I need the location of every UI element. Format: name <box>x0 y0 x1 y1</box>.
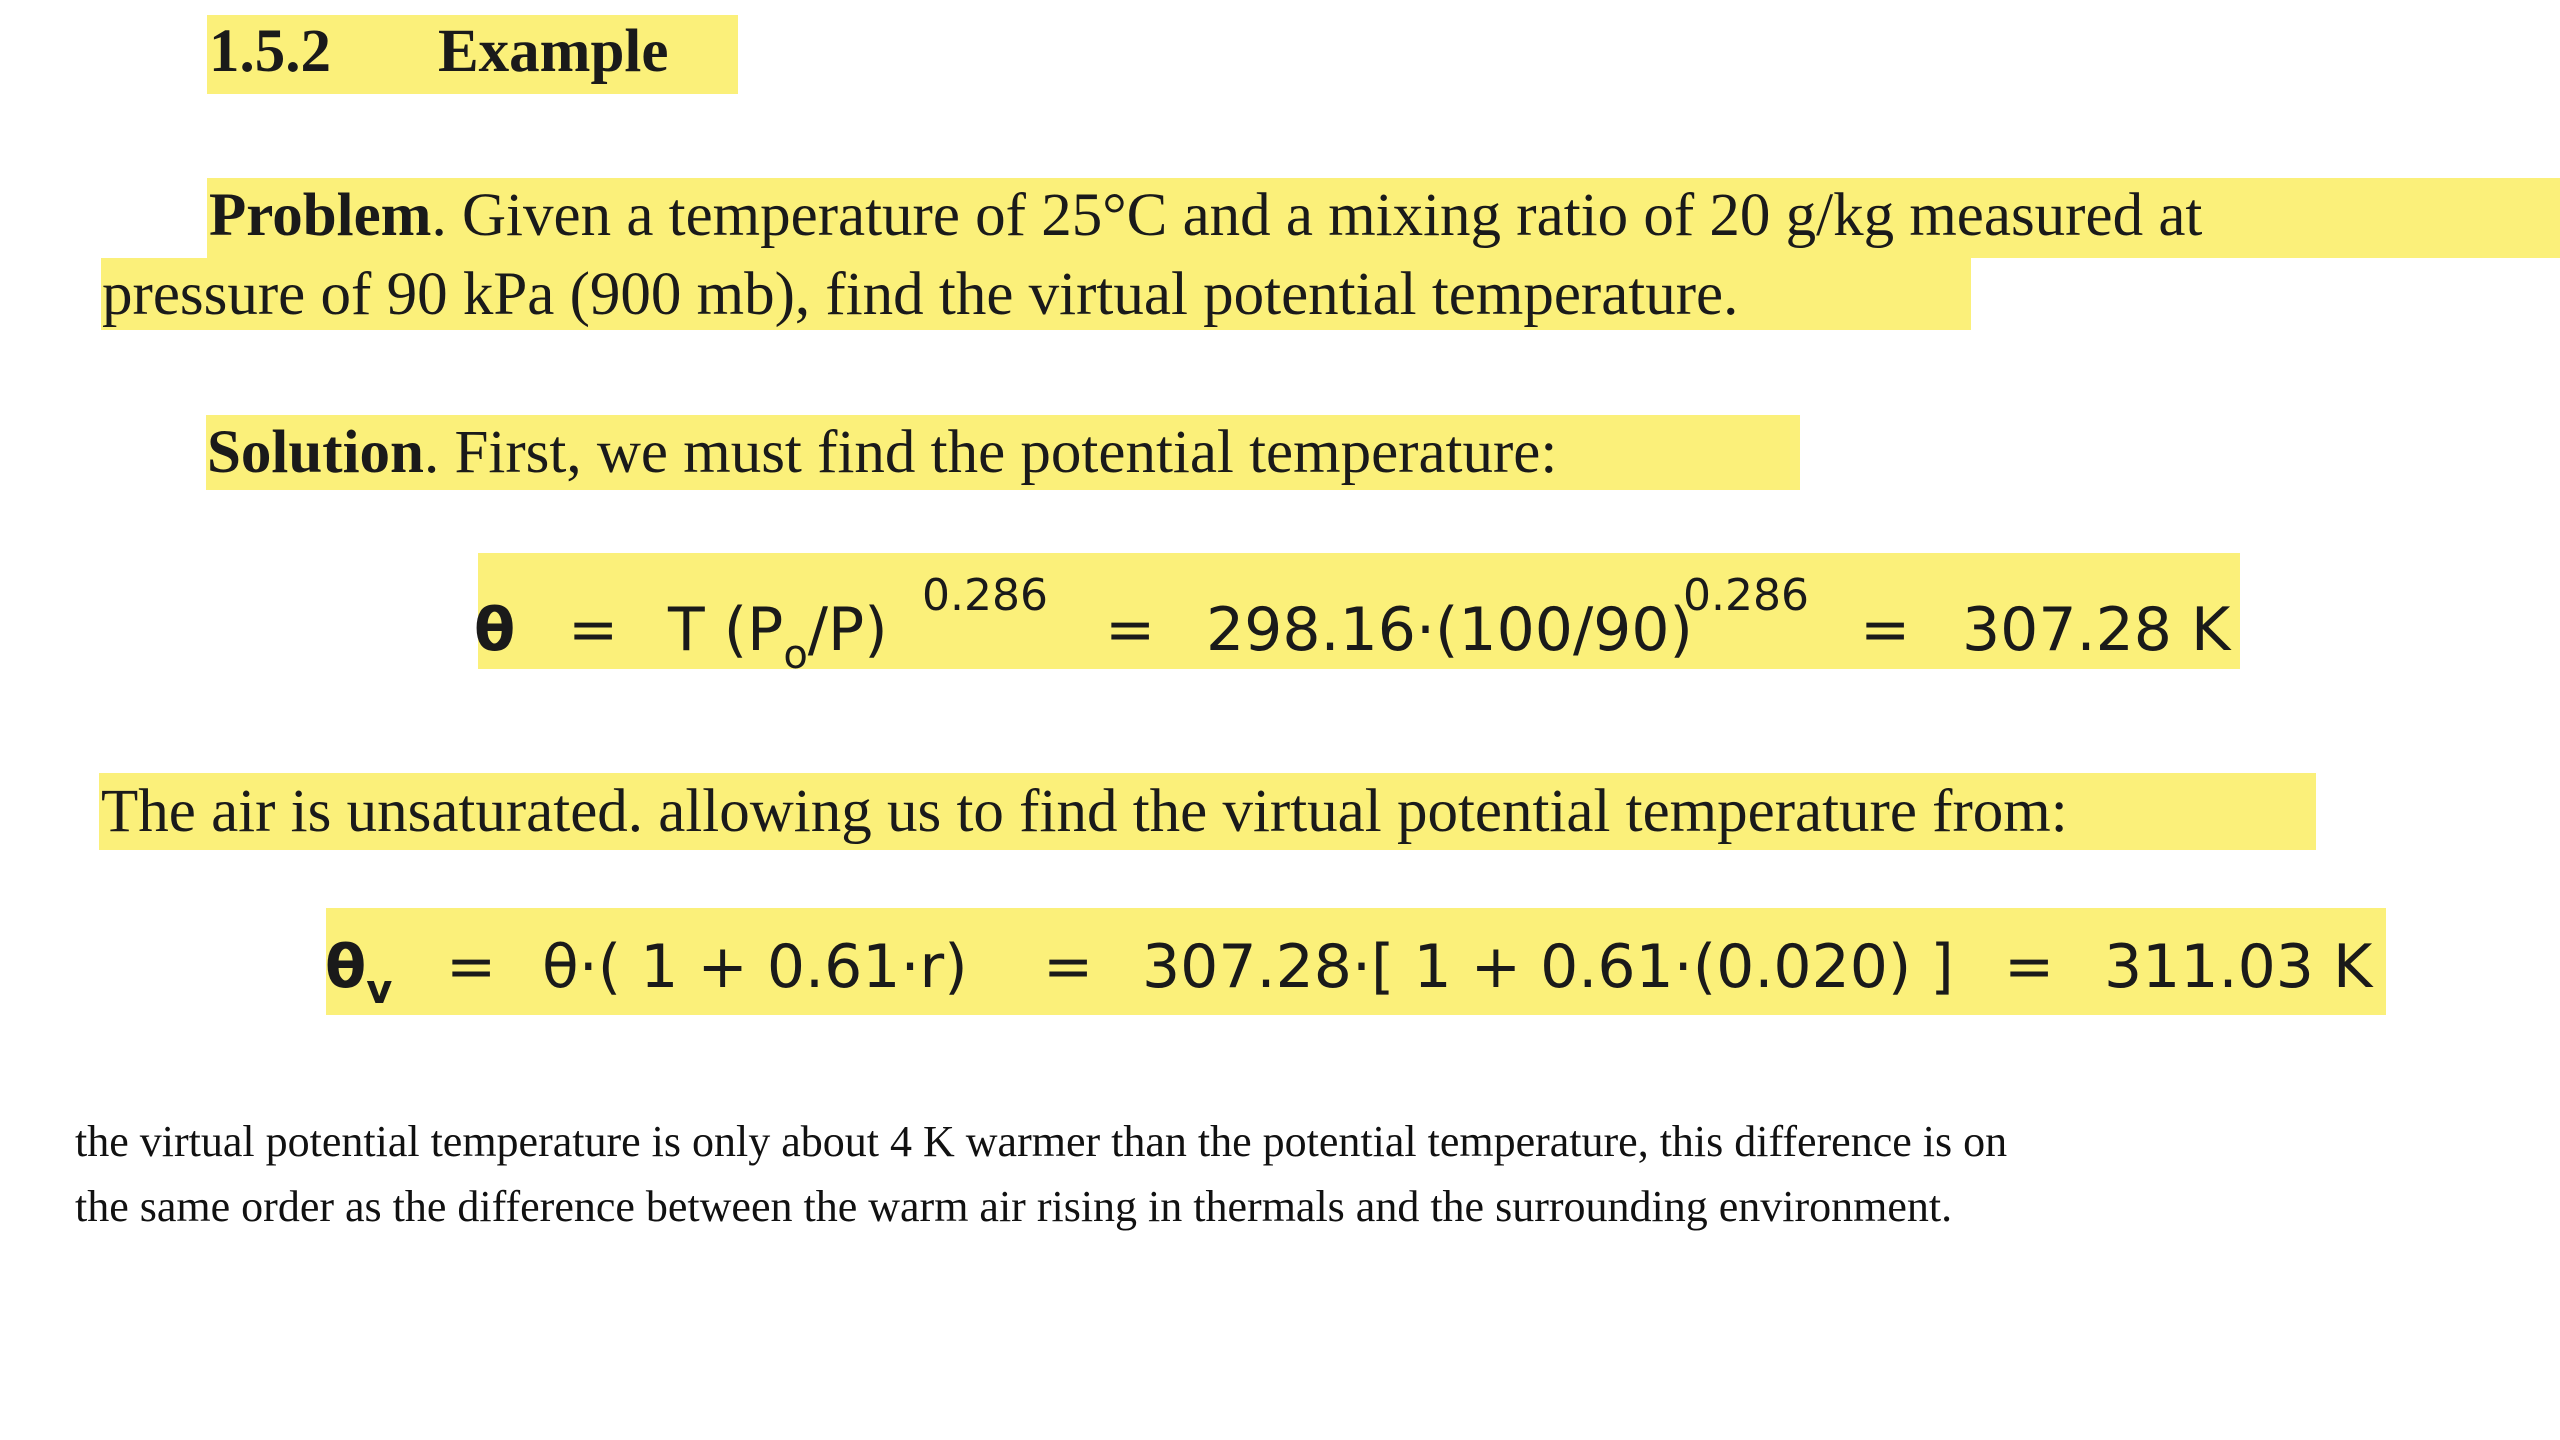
eq1-numeric: 298.16·(100/90) <box>1206 595 1693 665</box>
eq2-numeric: 307.28·[ 1 + 0.61·(0.020) ] <box>1142 932 1954 1002</box>
conclusion-line2: the same order as the difference between the warm air rising in thermals and the surrounding environment. <box>75 1182 1953 1231</box>
eq1-equals-3: = <box>1860 595 1911 665</box>
eq2-result: 311.03 K <box>2104 932 2373 1002</box>
problem-label: Problem <box>209 182 432 249</box>
unsaturated-text: The air is unsaturated. allowing us to find the virtual potential temperature from: <box>101 778 2068 845</box>
eq1-exponent-2: 0.286 <box>1683 570 1809 621</box>
eq1-equals-2: = <box>1105 595 1156 665</box>
section-title: Example <box>438 18 669 85</box>
eq2-lhs <box>325 932 393 1013</box>
problem-line1 <box>209 182 2203 249</box>
eq1-expr-rest: /P) <box>807 595 888 665</box>
eq1-expr-subscript: o <box>783 632 808 678</box>
section-number: 1.5.2 <box>209 18 331 85</box>
eq1-theta: θ <box>474 595 516 665</box>
eq1-expr-T-part: T (P <box>668 595 784 665</box>
solution-line <box>207 419 1558 486</box>
eq2-theta: θ <box>325 932 367 1002</box>
problem-text-line1: . Given a temperature of 25°C and a mixing ratio of 20 g/kg measured at <box>431 182 2203 249</box>
eq1-exponent-1: 0.286 <box>922 570 1048 621</box>
problem-line2: pressure of 90 kPa (900 mb), find the virtual potential temperature. <box>102 261 1739 328</box>
eq2-equals-2: = <box>1043 932 1094 1002</box>
eq2-theta-subscript: v <box>366 967 393 1013</box>
solution-text: . First, we must find the potential temperature: <box>424 419 1558 486</box>
eq1-equals-1: = <box>568 595 619 665</box>
conclusion-line1: the virtual potential temperature is only about 4 K warmer than the potential temperature, this difference is on <box>75 1117 2008 1166</box>
eq1-expr-T <box>668 595 888 678</box>
eq2-equals-3: = <box>2004 932 2055 1002</box>
eq2-equals-1: = <box>446 932 497 1002</box>
eq1-result: 307.28 K <box>1962 595 2231 665</box>
eq2-expr: θ·( 1 + 0.61·r) <box>542 932 968 1002</box>
solution-label: Solution <box>207 419 424 486</box>
